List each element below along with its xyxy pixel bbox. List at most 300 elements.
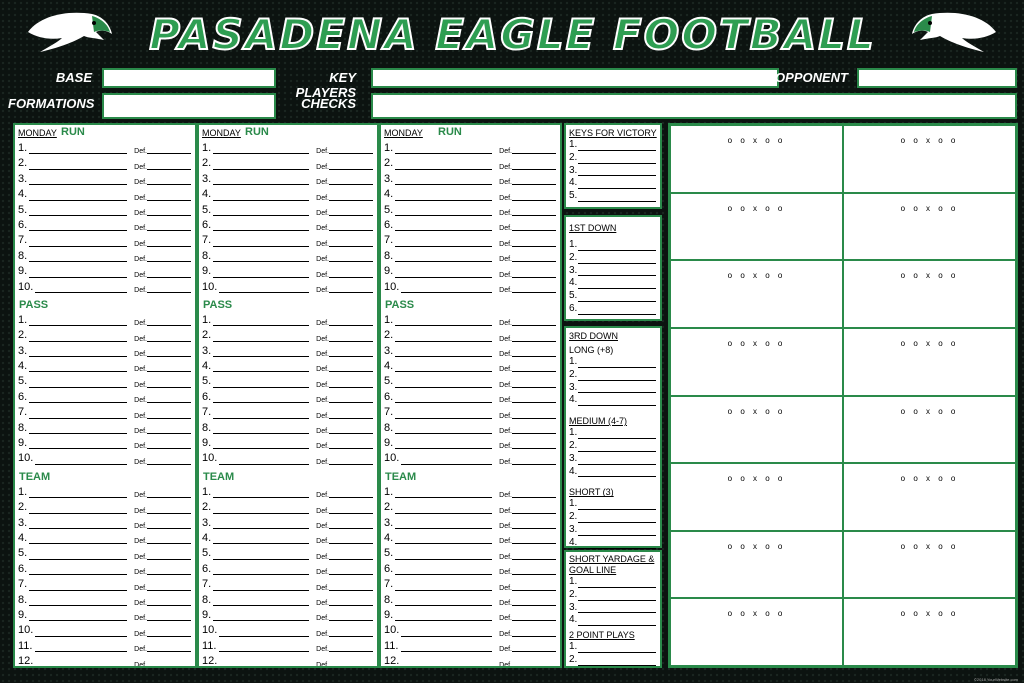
play-line[interactable]: [29, 277, 127, 278]
play-line[interactable]: [29, 620, 127, 621]
play-line[interactable]: [395, 184, 492, 185]
base-field[interactable]: [102, 68, 276, 88]
def-line[interactable]: [329, 590, 373, 591]
formation-cell[interactable]: [670, 531, 843, 599]
play-line[interactable]: [213, 215, 309, 216]
formation-cell[interactable]: [670, 193, 843, 261]
def-line[interactable]: [329, 513, 373, 514]
def-line[interactable]: [147, 574, 191, 575]
play-line[interactable]: [395, 559, 492, 560]
play-row[interactable]: [199, 187, 377, 202]
def-line[interactable]: [147, 153, 191, 154]
def-line[interactable]: [512, 277, 556, 278]
def-line[interactable]: [147, 387, 191, 388]
item-line[interactable]: [578, 548, 656, 549]
play-line[interactable]: [35, 667, 127, 668]
play-row[interactable]: [15, 577, 195, 592]
play-line[interactable]: [29, 590, 127, 591]
play-row[interactable]: [15, 421, 195, 436]
play-row[interactable]: [381, 374, 560, 389]
def-line[interactable]: [512, 590, 556, 591]
play-line[interactable]: [35, 636, 127, 637]
play-row[interactable]: [15, 141, 195, 156]
list-item[interactable]: [566, 498, 660, 511]
play-row[interactable]: [199, 562, 377, 577]
play-row[interactable]: [199, 623, 377, 638]
play-line[interactable]: [213, 448, 309, 449]
play-row[interactable]: [199, 233, 377, 248]
item-line[interactable]: [578, 367, 656, 368]
key-players-field[interactable]: [371, 68, 779, 88]
def-line[interactable]: [147, 402, 191, 403]
item-line[interactable]: [578, 587, 656, 588]
def-line[interactable]: [147, 667, 191, 668]
play-line[interactable]: [395, 402, 492, 403]
def-line[interactable]: [329, 528, 373, 529]
list-item[interactable]: [566, 589, 660, 602]
play-row[interactable]: [15, 172, 195, 187]
play-line[interactable]: [401, 667, 492, 668]
play-row[interactable]: [15, 233, 195, 248]
play-line[interactable]: [213, 590, 309, 591]
def-line[interactable]: [329, 215, 373, 216]
formation-cell[interactable]: [670, 260, 843, 328]
play-row[interactable]: [199, 516, 377, 531]
def-line[interactable]: [512, 528, 556, 529]
formation-cell[interactable]: [843, 463, 1016, 531]
def-line[interactable]: [329, 448, 373, 449]
play-line[interactable]: [395, 230, 492, 231]
play-line[interactable]: [395, 153, 492, 154]
play-row[interactable]: [199, 390, 377, 405]
play-line[interactable]: [395, 215, 492, 216]
def-line[interactable]: [512, 497, 556, 498]
list-item[interactable]: [566, 265, 660, 278]
play-row[interactable]: [15, 546, 195, 561]
play-row[interactable]: [381, 577, 560, 592]
play-row[interactable]: [381, 593, 560, 608]
play-row[interactable]: [199, 639, 377, 654]
def-line[interactable]: [147, 200, 191, 201]
play-row[interactable]: [15, 156, 195, 171]
def-line[interactable]: [329, 246, 373, 247]
list-item[interactable]: [566, 537, 660, 550]
formation-cell[interactable]: [843, 328, 1016, 396]
def-line[interactable]: [512, 215, 556, 216]
def-line[interactable]: [147, 371, 191, 372]
play-line[interactable]: [29, 559, 127, 560]
def-line[interactable]: [512, 448, 556, 449]
play-line[interactable]: [29, 325, 127, 326]
def-line[interactable]: [512, 371, 556, 372]
play-row[interactable]: [381, 249, 560, 264]
play-row[interactable]: [15, 405, 195, 420]
list-item[interactable]: [566, 152, 660, 165]
play-row[interactable]: [15, 313, 195, 328]
play-row[interactable]: [199, 654, 377, 668]
def-line[interactable]: [512, 325, 556, 326]
play-line[interactable]: [395, 590, 492, 591]
play-row[interactable]: [15, 390, 195, 405]
play-row[interactable]: [381, 359, 560, 374]
list-item[interactable]: [566, 382, 660, 395]
item-line[interactable]: [578, 175, 656, 176]
play-row[interactable]: [15, 328, 195, 343]
play-row[interactable]: [381, 562, 560, 577]
play-line[interactable]: [213, 543, 309, 544]
play-row[interactable]: [199, 485, 377, 500]
item-line[interactable]: [578, 652, 656, 653]
play-row[interactable]: [15, 531, 195, 546]
play-line[interactable]: [29, 418, 127, 419]
play-line[interactable]: [395, 448, 492, 449]
def-line[interactable]: [329, 277, 373, 278]
def-line[interactable]: [147, 448, 191, 449]
def-line[interactable]: [512, 433, 556, 434]
play-row[interactable]: [381, 344, 560, 359]
play-line[interactable]: [29, 341, 127, 342]
def-line[interactable]: [512, 636, 556, 637]
play-line[interactable]: [29, 230, 127, 231]
play-line[interactable]: [213, 184, 309, 185]
def-line[interactable]: [147, 215, 191, 216]
play-row[interactable]: [15, 344, 195, 359]
item-line[interactable]: [578, 612, 656, 613]
play-row[interactable]: [15, 218, 195, 233]
item-line[interactable]: [578, 665, 656, 666]
play-row[interactable]: [199, 218, 377, 233]
play-row[interactable]: [15, 562, 195, 577]
opponent-field[interactable]: [857, 68, 1017, 88]
play-row[interactable]: [15, 187, 195, 202]
def-line[interactable]: [329, 497, 373, 498]
play-line[interactable]: [29, 169, 127, 170]
def-line[interactable]: [329, 605, 373, 606]
play-row[interactable]: [15, 516, 195, 531]
item-line[interactable]: [578, 476, 656, 477]
def-line[interactable]: [329, 230, 373, 231]
def-line[interactable]: [147, 543, 191, 544]
item-line[interactable]: [578, 275, 656, 276]
play-line[interactable]: [29, 574, 127, 575]
play-row[interactable]: [199, 172, 377, 187]
play-row[interactable]: [381, 500, 560, 515]
def-line[interactable]: [329, 620, 373, 621]
formation-cell[interactable]: [670, 463, 843, 531]
def-line[interactable]: [147, 651, 191, 652]
play-line[interactable]: [29, 356, 127, 357]
play-line[interactable]: [213, 200, 309, 201]
def-line[interactable]: [512, 230, 556, 231]
play-line[interactable]: [395, 261, 492, 262]
formation-cell[interactable]: [843, 598, 1016, 666]
play-line[interactable]: [219, 636, 309, 637]
play-row[interactable]: [381, 516, 560, 531]
play-row[interactable]: [15, 451, 195, 466]
list-item[interactable]: [566, 641, 660, 654]
def-line[interactable]: [147, 433, 191, 434]
def-line[interactable]: [147, 325, 191, 326]
def-line[interactable]: [329, 184, 373, 185]
play-line[interactable]: [29, 528, 127, 529]
def-line[interactable]: [329, 261, 373, 262]
def-line[interactable]: [512, 261, 556, 262]
formation-cell[interactable]: [843, 531, 1016, 599]
formation-cell[interactable]: [670, 396, 843, 464]
item-line[interactable]: [578, 522, 656, 523]
list-item[interactable]: [566, 524, 660, 537]
play-line[interactable]: [213, 356, 309, 357]
play-line[interactable]: [395, 513, 492, 514]
play-row[interactable]: [15, 593, 195, 608]
play-row[interactable]: [199, 451, 377, 466]
list-item[interactable]: [566, 602, 660, 615]
def-line[interactable]: [512, 169, 556, 170]
def-line[interactable]: [147, 464, 191, 465]
def-line[interactable]: [147, 528, 191, 529]
play-line[interactable]: [395, 620, 492, 621]
def-line[interactable]: [512, 559, 556, 560]
play-line[interactable]: [35, 464, 127, 465]
play-row[interactable]: [199, 405, 377, 420]
item-line[interactable]: [578, 150, 656, 151]
play-row[interactable]: [15, 280, 195, 295]
play-row[interactable]: [15, 500, 195, 515]
play-row[interactable]: [381, 546, 560, 561]
def-line[interactable]: [329, 543, 373, 544]
def-line[interactable]: [329, 433, 373, 434]
play-row[interactable]: [15, 608, 195, 623]
play-line[interactable]: [29, 543, 127, 544]
play-row[interactable]: [15, 485, 195, 500]
checks-field[interactable]: [371, 93, 1017, 119]
def-line[interactable]: [512, 620, 556, 621]
def-line[interactable]: [147, 605, 191, 606]
item-line[interactable]: [578, 288, 656, 289]
def-line[interactable]: [512, 387, 556, 388]
list-item[interactable]: [566, 177, 660, 190]
item-line[interactable]: [578, 509, 656, 510]
play-row[interactable]: [381, 451, 560, 466]
def-line[interactable]: [512, 574, 556, 575]
play-line[interactable]: [395, 497, 492, 498]
play-line[interactable]: [395, 277, 492, 278]
play-row[interactable]: [381, 654, 560, 668]
play-row[interactable]: [199, 156, 377, 171]
play-row[interactable]: [199, 608, 377, 623]
def-line[interactable]: [329, 356, 373, 357]
def-line[interactable]: [512, 341, 556, 342]
def-line[interactable]: [512, 513, 556, 514]
play-line[interactable]: [29, 448, 127, 449]
def-line[interactable]: [147, 169, 191, 170]
list-item[interactable]: [566, 356, 660, 369]
play-line[interactable]: [213, 169, 309, 170]
play-line[interactable]: [213, 559, 309, 560]
def-line[interactable]: [512, 543, 556, 544]
def-line[interactable]: [147, 559, 191, 560]
play-row[interactable]: [199, 359, 377, 374]
play-row[interactable]: [381, 328, 560, 343]
def-line[interactable]: [329, 341, 373, 342]
play-line[interactable]: [213, 371, 309, 372]
play-row[interactable]: [15, 374, 195, 389]
def-line[interactable]: [147, 230, 191, 231]
play-row[interactable]: [381, 531, 560, 546]
play-line[interactable]: [213, 153, 309, 154]
formation-cell[interactable]: [843, 125, 1016, 193]
play-line[interactable]: [29, 497, 127, 498]
def-line[interactable]: [147, 277, 191, 278]
play-row[interactable]: [381, 421, 560, 436]
play-row[interactable]: [381, 203, 560, 218]
def-line[interactable]: [147, 513, 191, 514]
play-row[interactable]: [381, 172, 560, 187]
def-line[interactable]: [512, 356, 556, 357]
play-row[interactable]: [15, 249, 195, 264]
def-line[interactable]: [512, 402, 556, 403]
list-item[interactable]: [566, 277, 660, 290]
play-line[interactable]: [395, 169, 492, 170]
play-line[interactable]: [35, 292, 127, 293]
def-line[interactable]: [329, 292, 373, 293]
def-line[interactable]: [329, 402, 373, 403]
play-line[interactable]: [213, 620, 309, 621]
list-item[interactable]: [566, 466, 660, 479]
list-item[interactable]: [566, 614, 660, 627]
def-line[interactable]: [329, 636, 373, 637]
item-line[interactable]: [578, 405, 656, 406]
play-line[interactable]: [395, 387, 492, 388]
def-line[interactable]: [512, 651, 556, 652]
play-line[interactable]: [213, 513, 309, 514]
play-row[interactable]: [15, 436, 195, 451]
list-item[interactable]: [566, 427, 660, 440]
list-item[interactable]: [566, 303, 660, 316]
list-item[interactable]: [566, 394, 660, 407]
list-item[interactable]: [566, 654, 660, 667]
def-line[interactable]: [147, 620, 191, 621]
play-line[interactable]: [213, 387, 309, 388]
play-line[interactable]: [395, 433, 492, 434]
play-line[interactable]: [395, 325, 492, 326]
item-line[interactable]: [578, 314, 656, 315]
play-line[interactable]: [395, 200, 492, 201]
def-line[interactable]: [147, 246, 191, 247]
list-item[interactable]: [566, 165, 660, 178]
list-item[interactable]: [566, 440, 660, 453]
play-row[interactable]: [15, 359, 195, 374]
play-line[interactable]: [29, 200, 127, 201]
play-row[interactable]: [199, 344, 377, 359]
play-line[interactable]: [213, 230, 309, 231]
def-line[interactable]: [147, 590, 191, 591]
def-line[interactable]: [329, 169, 373, 170]
play-line[interactable]: [29, 513, 127, 514]
item-line[interactable]: [578, 535, 656, 536]
play-row[interactable]: [381, 639, 560, 654]
item-line[interactable]: [578, 163, 656, 164]
list-item[interactable]: [566, 511, 660, 524]
def-line[interactable]: [329, 651, 373, 652]
item-line[interactable]: [578, 188, 656, 189]
play-row[interactable]: [199, 546, 377, 561]
item-line[interactable]: [578, 250, 656, 251]
def-line[interactable]: [329, 559, 373, 560]
def-line[interactable]: [512, 418, 556, 419]
play-line[interactable]: [213, 325, 309, 326]
formation-cell[interactable]: [843, 396, 1016, 464]
def-line[interactable]: [512, 246, 556, 247]
play-row[interactable]: [199, 264, 377, 279]
item-line[interactable]: [578, 451, 656, 452]
list-item[interactable]: [566, 369, 660, 382]
play-row[interactable]: [381, 313, 560, 328]
play-row[interactable]: [381, 264, 560, 279]
play-row[interactable]: [15, 639, 195, 654]
def-line[interactable]: [147, 356, 191, 357]
def-line[interactable]: [329, 200, 373, 201]
def-line[interactable]: [147, 292, 191, 293]
play-row[interactable]: [381, 390, 560, 405]
play-row[interactable]: [199, 280, 377, 295]
play-line[interactable]: [219, 292, 309, 293]
play-line[interactable]: [29, 371, 127, 372]
play-line[interactable]: [29, 433, 127, 434]
play-row[interactable]: [15, 264, 195, 279]
item-line[interactable]: [578, 201, 656, 202]
def-line[interactable]: [147, 497, 191, 498]
item-line[interactable]: [578, 392, 656, 393]
def-line[interactable]: [147, 261, 191, 262]
list-item[interactable]: [566, 239, 660, 252]
play-line[interactable]: [213, 528, 309, 529]
list-item[interactable]: [566, 139, 660, 152]
def-line[interactable]: [147, 341, 191, 342]
item-line[interactable]: [578, 301, 656, 302]
play-line[interactable]: [35, 651, 127, 652]
formation-cell[interactable]: [670, 598, 843, 666]
def-line[interactable]: [512, 200, 556, 201]
item-line[interactable]: [578, 438, 656, 439]
def-line[interactable]: [329, 325, 373, 326]
def-line[interactable]: [329, 418, 373, 419]
play-line[interactable]: [395, 356, 492, 357]
play-row[interactable]: [199, 500, 377, 515]
play-row[interactable]: [199, 249, 377, 264]
play-row[interactable]: [381, 187, 560, 202]
play-row[interactable]: [199, 531, 377, 546]
play-line[interactable]: [213, 418, 309, 419]
play-line[interactable]: [29, 246, 127, 247]
def-line[interactable]: [329, 153, 373, 154]
formation-cell[interactable]: [670, 328, 843, 396]
play-row[interactable]: [381, 280, 560, 295]
play-line[interactable]: [395, 341, 492, 342]
def-line[interactable]: [512, 153, 556, 154]
play-row[interactable]: [199, 577, 377, 592]
list-item[interactable]: [566, 453, 660, 466]
play-line[interactable]: [213, 574, 309, 575]
def-line[interactable]: [512, 292, 556, 293]
item-line[interactable]: [578, 263, 656, 264]
play-row[interactable]: [199, 203, 377, 218]
play-line[interactable]: [395, 605, 492, 606]
def-line[interactable]: [329, 667, 373, 668]
item-line[interactable]: [578, 600, 656, 601]
play-row[interactable]: [199, 436, 377, 451]
item-line[interactable]: [578, 380, 656, 381]
